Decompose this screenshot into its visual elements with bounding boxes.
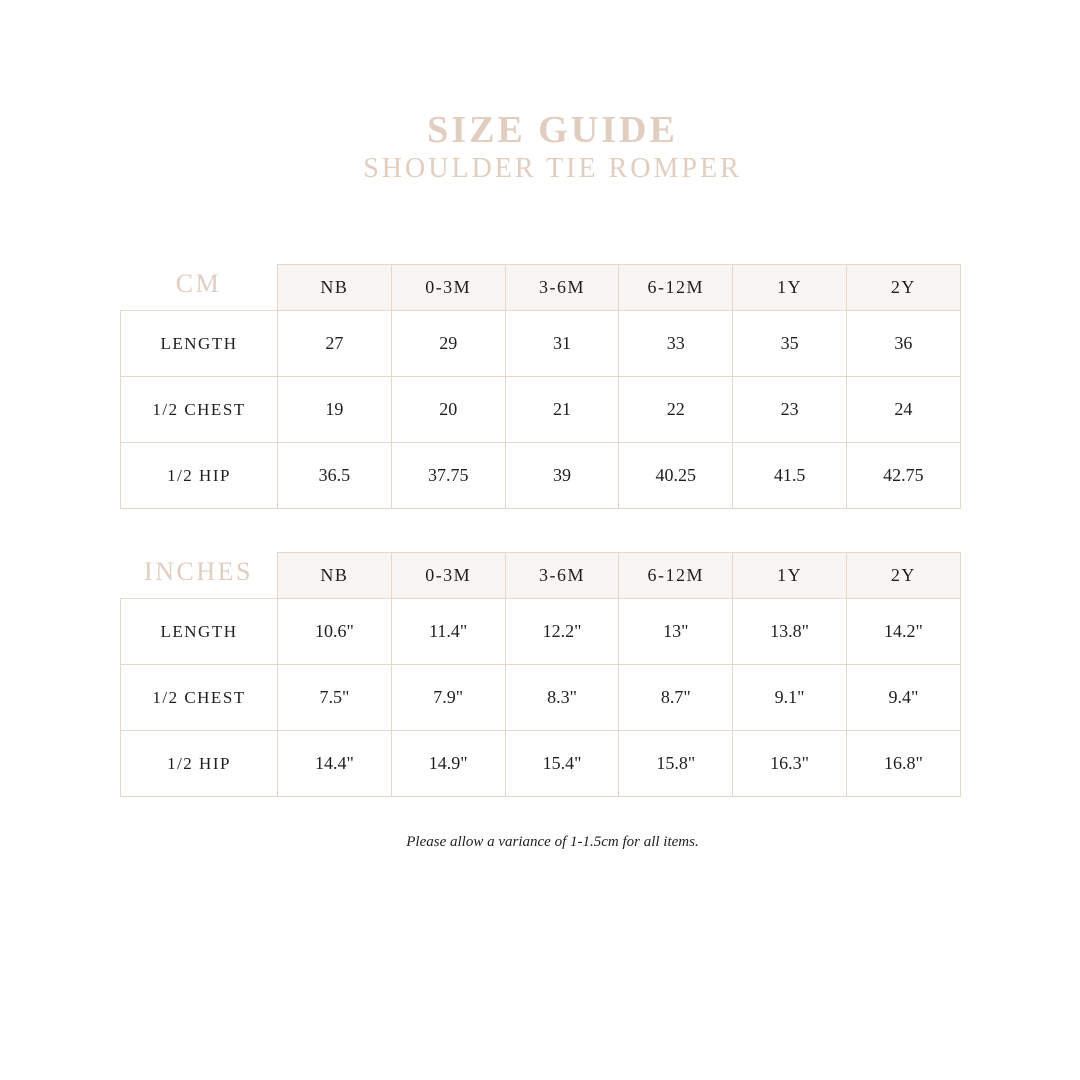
table-cell: 29	[391, 311, 505, 377]
unit-label-inches: INCHES	[144, 557, 253, 586]
table-cell: 8.3"	[505, 665, 619, 731]
table-cell: 16.8"	[846, 731, 960, 797]
table-cell: 14.9"	[391, 731, 505, 797]
row-label-length: LENGTH	[121, 311, 278, 377]
table-cell: 7.9"	[391, 665, 505, 731]
table-cell: 42.75	[846, 443, 960, 509]
table-cell: 14.4"	[278, 731, 392, 797]
table-cell: 20	[391, 377, 505, 443]
table-cell: 31	[505, 311, 619, 377]
table-cell: 41.5	[733, 443, 847, 509]
size-header: 6-12M	[619, 553, 733, 599]
size-header: 0-3M	[391, 553, 505, 599]
table-row	[121, 665, 961, 731]
table-cell: 14.2"	[846, 599, 960, 665]
table-cell: 10.6"	[278, 599, 392, 665]
size-header: 1Y	[733, 553, 847, 599]
table-cell: 27	[278, 311, 392, 377]
table-cell: 13"	[619, 599, 733, 665]
table-row	[121, 731, 961, 797]
table-cell: 21	[505, 377, 619, 443]
size-header: 2Y	[846, 265, 960, 311]
variance-note: Please allow a variance of 1-1.5cm for all items.	[406, 834, 699, 850]
table-cell: 19	[278, 377, 392, 443]
product-subtitle: SHOULDER TIE ROMPER	[363, 153, 742, 184]
table-cell: 9.1"	[733, 665, 847, 731]
size-header: NB	[278, 553, 392, 599]
row-label-chest: 1/2 CHEST	[121, 665, 278, 731]
unit-label-cm: CM	[175, 269, 222, 298]
table-cell: 37.75	[391, 443, 505, 509]
table-row	[121, 443, 961, 509]
size-header: 3-6M	[505, 265, 619, 311]
page-title: SIZE GUIDE	[427, 109, 678, 151]
table-cell: 24	[846, 377, 960, 443]
table-cell: 35	[733, 311, 847, 377]
table-cell: 9.4"	[846, 665, 960, 731]
row-label-length: LENGTH	[121, 599, 278, 665]
table-row	[121, 377, 961, 443]
table-cell: 16.3"	[733, 731, 847, 797]
size-header: 1Y	[733, 265, 847, 311]
row-label-hip: 1/2 HIP	[121, 443, 278, 509]
row-label-hip: 1/2 HIP	[121, 731, 278, 797]
table-cell: 39	[505, 443, 619, 509]
table-row	[121, 311, 961, 377]
table-cell: 40.25	[619, 443, 733, 509]
table-cell: 15.8"	[619, 731, 733, 797]
size-header: NB	[278, 265, 392, 311]
table-cell: 36.5	[278, 443, 392, 509]
size-header: 0-3M	[391, 265, 505, 311]
table-row	[121, 599, 961, 665]
table-cell: 13.8"	[733, 599, 847, 665]
table-cell: 15.4"	[505, 731, 619, 797]
table-cell: 22	[619, 377, 733, 443]
size-header: 6-12M	[619, 265, 733, 311]
row-label-chest: 1/2 CHEST	[121, 377, 278, 443]
table-cell: 8.7"	[619, 665, 733, 731]
table-cell: 36	[846, 311, 960, 377]
table-cell: 33	[619, 311, 733, 377]
table-cell: 12.2"	[505, 599, 619, 665]
table-cell: 23	[733, 377, 847, 443]
table-cell: 11.4"	[391, 599, 505, 665]
size-header: 2Y	[846, 553, 960, 599]
table-cell: 7.5"	[278, 665, 392, 731]
size-header: 3-6M	[505, 553, 619, 599]
